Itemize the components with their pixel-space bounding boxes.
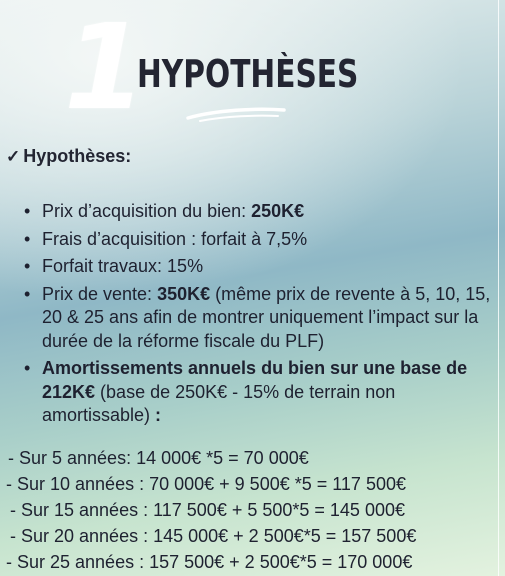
bullet-icon: •: [24, 358, 31, 378]
list-item: • Frais d’acquisition : forfait à 7,5%: [24, 228, 494, 252]
list-item: • Prix d’acquisition du bien: 250K€: [24, 200, 494, 224]
list-item: • Amortissements annuels du bien sur une base de 212K€ (base de 250K€ - 15% de terrain non amortissable) :: [24, 358, 468, 425]
bullet-icon: •: [24, 256, 31, 276]
list-item: • Forfait travaux: 15%: [24, 255, 494, 279]
hypotheses-list: [24, 200, 494, 428]
section-heading: ✓ Hypothèses:: [6, 146, 132, 166]
bullet-icon: •: [24, 201, 31, 221]
list-item: - Sur 15 années : 117 500€ + 5 500*5 = 145 000€: [10, 500, 405, 520]
list-item: - Sur 25 années : 157 500€ + 2 500€*5 = 170 000€: [6, 552, 413, 572]
list-item: • Prix de vente: 350K€ (même prix de revente à 5, 10, 15, 20 & 25 ans afin de montrer uniquement l’impact sur la durée de la réforme fiscale du PLF): [24, 283, 491, 351]
bullet-icon: •: [24, 228, 31, 249]
frame-edge: [498, 0, 499, 576]
section-number: 1: [64, 0, 147, 136]
list-item: - Sur 20 années : 145 000€ + 2 500€*5 = 157 500€: [10, 526, 417, 546]
list-item: - Sur 10 années : 70 000€ + 9 500€ *5 = 117 500€: [6, 474, 406, 494]
amortization-list: [6, 445, 416, 575]
page-title: HYPOTHÈSES: [137, 52, 359, 96]
underline-swoosh: [186, 104, 286, 124]
bullet-icon: •: [24, 283, 31, 304]
checkmark-icon: ✓: [6, 147, 21, 166]
list-item: - Sur 5 années: 14 000€ *5 = 70 000€: [8, 448, 309, 468]
